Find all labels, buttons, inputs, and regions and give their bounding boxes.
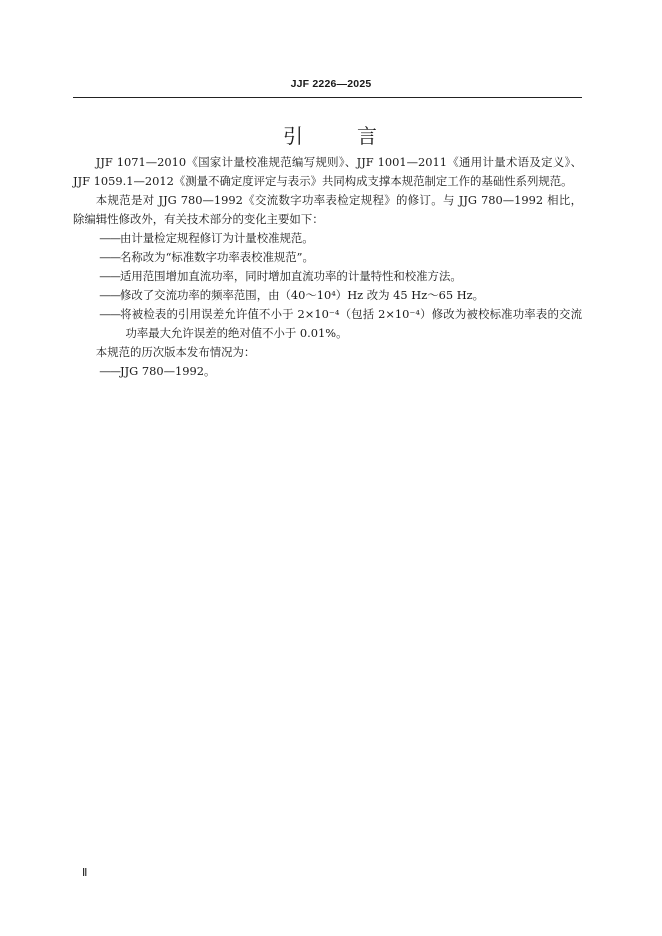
section-title-char-1: 引 [283,124,305,148]
change-item-text: 名称改为“标准数字功率表校准规范”。 [120,250,314,264]
paragraph-history-intro: 本规范的历次版本发布情况为： [95,345,256,359]
paragraph-basis-standards: JJF 1071—2010《国家计量校准规范编写规则》、JJF 1001—2011《通用计量术语及定义》、JJF 1059.1—2012《测量不确定度评定与表示》共同构成支撑本规范制定工作的基础性系列规范。 [73,155,582,188]
change-item [73,248,582,267]
change-item [73,267,582,286]
change-item-text: 适用范围增加直流功率，同时增加直流功率的计量特性和校准方法。 [120,269,462,283]
change-item-text: 由计量检定规程修订为计量校准规范。 [120,231,314,245]
paragraph-revision-summary: 本规范是对 JJG 780—1992《交流数字功率表检定规程》的修订。与 JJG 780—1992 相比，除编辑性修改外，有关技术部分的变化主要如下： [73,193,582,226]
dash-marker: —— [99,250,120,264]
change-item [73,229,582,248]
change-item [73,286,582,305]
dash-marker: —— [99,364,120,378]
introduction-body [73,153,582,381]
history-item [73,362,582,381]
document-code-header: JJF 2226—2025 [290,78,372,90]
section-title-char-2: 言 [357,124,379,148]
dash-marker: —— [99,231,120,245]
dash-marker: —— [99,269,120,283]
page-number: Ⅱ [82,867,88,879]
history-item-text: JJG 780—1992。 [120,364,216,378]
header-rule [73,97,582,98]
change-item-text: 修改了交流功率的频率范围，由（40～10⁴）Hz 改为 45 Hz～65 Hz。 [120,288,485,302]
dash-marker: —— [99,288,120,302]
change-item [73,305,582,343]
change-item-text: 将被检表的引用误差允许值不小于 2×10⁻⁴（包括 2×10⁻⁴）修改为被校标准功率表的交流功率最大允许误差的绝对值不小于 0.01%。 [120,307,582,340]
section-title [0,120,662,149]
dash-marker: —— [99,307,120,321]
